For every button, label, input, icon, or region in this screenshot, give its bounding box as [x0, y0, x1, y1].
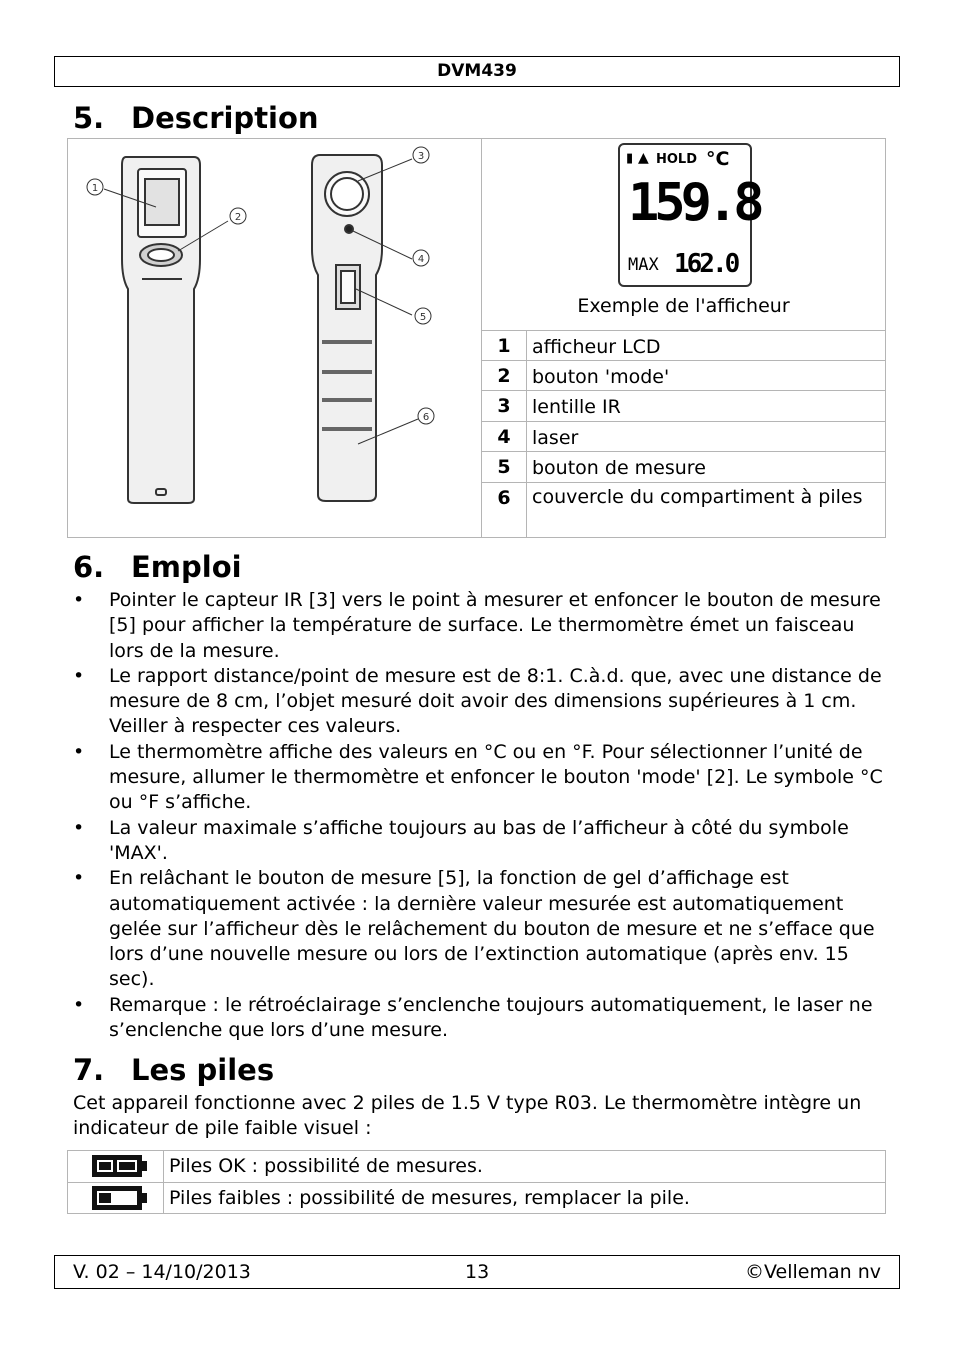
lcd-max-label: MAX	[628, 255, 659, 275]
section-7-heading	[73, 1053, 274, 1087]
footer-copyright: ©Velleman nv	[745, 1261, 881, 1283]
part-label: laser	[532, 427, 579, 449]
list-item: • Le thermomètre affiche des valeurs en °C ou en °F. Pour sélectionner l’unité de mesure, allumer le thermomètre et enfoncer le bouton 'mode' [2]. Le symbole °C ou °F s’affiche.	[73, 740, 883, 814]
footer	[54, 1255, 900, 1289]
part-number: 2	[482, 361, 527, 390]
battery-low-text: Piles faibles : possibilité de mesures, remplacer la pile.	[169, 1187, 690, 1209]
bullet-icon: •	[73, 867, 85, 890]
section-6-number: 6.	[73, 550, 105, 584]
section-6-title: Emploi	[131, 550, 242, 584]
battery-low-icon	[68, 1183, 163, 1214]
part-row	[482, 331, 885, 361]
thermometer-drawing	[68, 139, 481, 537]
battery-icon: ▮	[626, 151, 634, 166]
part-label: bouton de mesure	[532, 457, 706, 479]
lcd-display	[618, 143, 760, 287]
callout-2: 2	[234, 212, 242, 223]
laser-warning-icon: ▲	[638, 150, 649, 166]
bullet-icon: •	[73, 993, 85, 1016]
bullet-icon: •	[73, 740, 85, 763]
section-6-heading	[73, 550, 242, 584]
part-row	[482, 483, 885, 537]
footer-version: V. 02 – 14/10/2013	[73, 1261, 251, 1283]
bullet-icon: •	[73, 589, 85, 611]
bullet-icon: •	[73, 664, 85, 687]
section-7-number: 7.	[73, 1053, 105, 1087]
list-item: • Remarque : le rétroéclairage s’enclenche toujours automatiquement, le laser ne s’enclenche que lors d’une mesure.	[73, 993, 873, 1042]
section-5-number: 5.	[73, 101, 105, 135]
part-label: bouton 'mode'	[532, 366, 670, 388]
part-label: afficheur LCD	[532, 336, 661, 358]
lcd-max-value: 162.0	[674, 249, 738, 279]
battery-ok-text: Piles OK : possibilité de mesures.	[169, 1155, 483, 1177]
section-7-title: Les piles	[131, 1053, 275, 1087]
lcd-hold: HOLD	[656, 152, 698, 167]
usage-list	[73, 588, 888, 1043]
callout-5: 5	[419, 312, 427, 323]
battery-table	[67, 1150, 886, 1214]
battery-full-icon	[68, 1151, 163, 1182]
part-number: 3	[482, 391, 527, 421]
thermometer-illustration	[68, 139, 482, 537]
header-model: DVM439	[54, 56, 900, 87]
part-row	[482, 422, 885, 452]
footer-page-number: 13	[465, 1261, 490, 1283]
battery-row	[68, 1183, 885, 1214]
lcd-unit: °C	[706, 148, 730, 170]
callout-3: 3	[417, 151, 425, 162]
section-5-title: Description	[131, 101, 319, 135]
section-5-heading	[73, 101, 319, 135]
part-number: 5	[482, 452, 527, 482]
part-row	[482, 452, 885, 483]
callout-4: 4	[417, 254, 425, 265]
callout-6: 6	[422, 412, 430, 423]
part-number: 4	[482, 422, 527, 451]
battery-row	[68, 1151, 885, 1183]
lcd-main-value: 159.8	[628, 173, 760, 233]
battery-intro: Cet appareil fonctionne avec 2 piles de 1.5 V type R03. Le thermomètre intègre un indicateur de pile faible visuel :	[73, 1092, 862, 1139]
list-item: • En relâchant le bouton de mesure [5], la fonction de gel d’affichage est automatiquement activée : la dernière valeur mesurée est automatiquement gelée sur l’afficheur dès le relâchement du bouton de mesure et ne s’efface que lors d’une nouvelle mesure ou lors de l’extinction automatique (après env. 15 sec).	[73, 867, 875, 991]
list-item: • Le rapport distance/point de mesure est de 8:1. C.à.d. que, avec une distance de mesure de 8 cm, l’objet mesuré doit avoir des dimensions supérieures à 1 cm. Veiller à respecter ces valeurs.	[73, 664, 882, 738]
part-label: lentille IR	[532, 396, 621, 418]
list-item: • La valeur maximale s’affiche toujours au bas de l’afficheur à côté du symbole 'MAX'.	[73, 816, 849, 864]
list-item: • Pointer le capteur IR [3] vers le point à mesurer et enfoncer le bouton de mesure [5] pour afficher la température de surface. Le thermomètre émet un faisceau lors de la mesure.	[73, 589, 881, 662]
description-table	[67, 138, 886, 538]
bullet-icon: •	[73, 816, 85, 839]
part-number: 6	[482, 483, 527, 537]
part-label: couvercle du compartiment à piles	[532, 486, 863, 508]
callout-1: 1	[91, 183, 99, 194]
lcd-caption: Exemple de l'afficheur	[577, 295, 790, 317]
part-number: 1	[482, 331, 527, 360]
part-row	[482, 361, 885, 391]
part-row	[482, 391, 885, 422]
lcd-example-cell	[482, 139, 885, 331]
